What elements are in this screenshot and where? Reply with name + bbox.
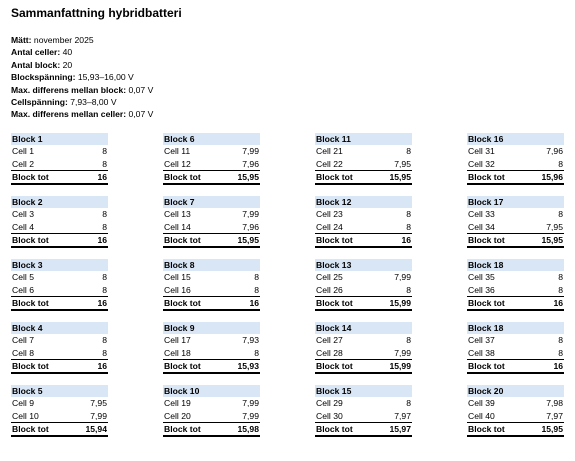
cell-label: Cell 35 <box>468 272 495 282</box>
block-header: Block 17 <box>467 196 564 208</box>
block-table <box>315 322 412 374</box>
cell-label: Cell 38 <box>468 347 495 358</box>
cell-label: Cell 20 <box>164 410 191 421</box>
cell-label: Cell 33 <box>468 209 495 219</box>
block-table <box>467 322 564 374</box>
cell-label: Cell 37 <box>468 335 495 345</box>
page-title: Sammanfattning hybridbatteri <box>11 6 182 20</box>
cell-label: Cell 17 <box>164 335 191 345</box>
cell-voltage: 7,96 <box>242 158 259 169</box>
cell-voltage: 7,99 <box>242 209 259 219</box>
block-total-value: 15,94 <box>85 424 107 434</box>
summary-value: 15,93–16,00 V <box>75 72 134 83</box>
block-table <box>11 322 108 374</box>
cell-label: Cell 2 <box>12 158 34 169</box>
block-total-value: 15,98 <box>237 424 259 434</box>
cell-voltage: 8 <box>558 209 563 219</box>
cell-row <box>467 158 564 172</box>
cell-voltage: 7,93 <box>242 335 259 345</box>
block-total-row <box>11 360 108 374</box>
block-total-value: 15,99 <box>389 361 411 371</box>
cell-row <box>467 271 564 284</box>
block-total-label: Block tot <box>164 235 201 245</box>
cell-voltage: 8 <box>558 335 563 345</box>
block-header: Block 18 <box>467 322 564 334</box>
cell-label: Cell 36 <box>468 284 495 295</box>
cell-voltage: 8 <box>254 272 259 282</box>
cell-label: Cell 25 <box>316 272 343 282</box>
cell-row <box>467 410 564 424</box>
block-total-label: Block tot <box>12 361 49 371</box>
cell-label: Cell 13 <box>164 209 191 219</box>
cell-label: Cell 11 <box>164 146 191 156</box>
cell-label: Cell 6 <box>12 284 34 295</box>
block-total-value: 16 <box>97 172 107 182</box>
block-total-label: Block tot <box>468 235 505 245</box>
block-table <box>11 196 108 248</box>
block-total-value: 15,99 <box>389 298 411 308</box>
block-total-label: Block tot <box>316 298 353 308</box>
cell-voltage: 8 <box>254 284 259 295</box>
block-total-value: 16 <box>97 235 107 245</box>
summary-line <box>11 59 153 71</box>
cell-label: Cell 19 <box>164 398 191 408</box>
summary-label: Antal celler: <box>11 47 61 58</box>
cell-voltage: 8 <box>406 221 411 232</box>
block-header: Block 8 <box>163 259 260 271</box>
cell-voltage: 8 <box>102 284 107 295</box>
block-total-row <box>11 171 108 185</box>
block-total-value: 15,95 <box>237 172 259 182</box>
cell-voltage: 8 <box>406 335 411 345</box>
block-header: Block 12 <box>315 196 412 208</box>
cell-label: Cell 1 <box>12 146 34 156</box>
block-header: Block 13 <box>315 259 412 271</box>
cell-row <box>467 334 564 347</box>
block-table <box>467 259 564 311</box>
summary-value: 0,07 V <box>126 84 154 95</box>
cell-label: Cell 8 <box>12 347 34 358</box>
block-header: Block 9 <box>163 322 260 334</box>
cell-label: Cell 14 <box>164 221 191 232</box>
block-total-row <box>315 171 412 185</box>
cell-row <box>11 221 108 235</box>
block-total-row <box>467 171 564 185</box>
block-header: Block 5 <box>11 385 108 397</box>
cell-row <box>315 397 412 410</box>
block-total-row <box>315 297 412 311</box>
cell-voltage: 8 <box>102 209 107 219</box>
cell-voltage: 8 <box>558 347 563 358</box>
cell-row <box>467 208 564 221</box>
block-header: Block 16 <box>467 133 564 145</box>
block-table <box>315 196 412 248</box>
block-total-value: 16 <box>553 361 563 371</box>
cell-label: Cell 24 <box>316 221 343 232</box>
block-total-row <box>467 423 564 437</box>
cell-row <box>315 284 412 298</box>
block-table <box>11 133 108 185</box>
block-total-row <box>163 360 260 374</box>
block-total-label: Block tot <box>12 298 49 308</box>
cell-label: Cell 34 <box>468 221 495 232</box>
block-total-label: Block tot <box>12 235 49 245</box>
summary-label: Max. differens mellan celler: <box>11 109 127 120</box>
cell-row <box>11 271 108 284</box>
summary-label: Cellspänning: <box>11 97 68 108</box>
block-total-row <box>467 234 564 248</box>
summary-line <box>11 108 153 120</box>
cell-voltage: 7,99 <box>90 410 107 421</box>
cell-row <box>467 347 564 361</box>
cell-voltage: 7,99 <box>242 398 259 408</box>
summary-line <box>11 34 153 46</box>
summary-line <box>11 96 153 108</box>
summary-label: Antal block: <box>11 59 61 70</box>
block-total-label: Block tot <box>316 235 353 245</box>
cell-voltage: 8 <box>102 335 107 345</box>
summary-line <box>11 71 153 83</box>
cell-row <box>315 271 412 284</box>
cell-label: Cell 7 <box>12 335 34 345</box>
cell-voltage: 7,97 <box>394 410 411 421</box>
cell-row <box>315 145 412 158</box>
block-table <box>315 385 412 437</box>
cell-voltage: 8 <box>558 158 563 169</box>
cell-voltage: 8 <box>406 398 411 408</box>
block-total-value: 16 <box>97 298 107 308</box>
block-total-value: 15,93 <box>237 361 259 371</box>
block-table <box>467 196 564 248</box>
cell-row <box>315 208 412 221</box>
block-total-value: 15,96 <box>541 172 563 182</box>
block-header: Block 11 <box>315 133 412 145</box>
cell-label: Cell 5 <box>12 272 34 282</box>
cell-label: Cell 22 <box>316 158 343 169</box>
cell-label: Cell 32 <box>468 158 495 169</box>
cell-voltage: 7,99 <box>242 146 259 156</box>
block-header: Block 15 <box>315 385 412 397</box>
summary-line <box>11 46 153 58</box>
block-table <box>11 385 108 437</box>
block-table <box>163 385 260 437</box>
block-total-label: Block tot <box>164 361 201 371</box>
block-header: Block 4 <box>11 322 108 334</box>
block-total-value: 15,95 <box>541 235 563 245</box>
cell-label: Cell 40 <box>468 410 495 421</box>
cell-voltage: 7,96 <box>242 221 259 232</box>
cell-row <box>11 410 108 424</box>
cell-label: Cell 15 <box>164 272 191 282</box>
block-total-row <box>467 360 564 374</box>
block-table <box>467 133 564 185</box>
cell-row <box>315 158 412 172</box>
block-total-label: Block tot <box>164 424 201 434</box>
block-header: Block 1 <box>11 133 108 145</box>
cell-label: Cell 23 <box>316 209 343 219</box>
cell-row <box>163 347 260 361</box>
block-header: Block 20 <box>467 385 564 397</box>
cell-row <box>11 284 108 298</box>
block-total-value: 15,95 <box>541 424 563 434</box>
block-total-row <box>163 171 260 185</box>
block-total-row <box>163 297 260 311</box>
cell-label: Cell 39 <box>468 398 495 408</box>
block-header: Block 2 <box>11 196 108 208</box>
cell-voltage: 8 <box>102 347 107 358</box>
cell-row <box>163 397 260 410</box>
summary-value: 0,07 V <box>126 109 154 120</box>
block-total-value: 15,97 <box>389 424 411 434</box>
cell-label: Cell 31 <box>468 146 495 156</box>
cell-row <box>11 158 108 172</box>
block-total-label: Block tot <box>164 172 201 182</box>
summary-section <box>11 34 153 121</box>
cell-label: Cell 27 <box>316 335 343 345</box>
block-table <box>315 259 412 311</box>
block-total-label: Block tot <box>316 172 353 182</box>
block-total-row <box>11 297 108 311</box>
cell-voltage: 8 <box>102 158 107 169</box>
block-header: Block 3 <box>11 259 108 271</box>
cell-row <box>163 334 260 347</box>
block-total-label: Block tot <box>468 172 505 182</box>
cell-row <box>163 271 260 284</box>
summary-value: november 2025 <box>31 35 94 45</box>
cell-voltage: 8 <box>102 272 107 282</box>
cell-row <box>163 410 260 424</box>
cell-label: Cell 9 <box>12 398 34 408</box>
cell-row <box>163 221 260 235</box>
cell-voltage: 7,99 <box>242 410 259 421</box>
block-total-label: Block tot <box>468 424 505 434</box>
block-total-value: 16 <box>401 235 411 245</box>
cell-voltage: 7,99 <box>394 272 411 282</box>
block-header: Block 18 <box>467 259 564 271</box>
block-header: Block 10 <box>163 385 260 397</box>
block-total-row <box>315 360 412 374</box>
block-table <box>467 385 564 437</box>
summary-line <box>11 84 153 96</box>
cell-row <box>11 145 108 158</box>
block-header: Block 14 <box>315 322 412 334</box>
block-total-row <box>467 297 564 311</box>
summary-label: Max. differens mellan block: <box>11 84 127 95</box>
cell-voltage: 8 <box>102 221 107 232</box>
cell-label: Cell 26 <box>316 284 343 295</box>
cell-voltage: 7,95 <box>394 158 411 169</box>
block-total-row <box>315 423 412 437</box>
block-total-row <box>163 423 260 437</box>
cell-row <box>163 208 260 221</box>
cell-label: Cell 12 <box>164 158 191 169</box>
block-total-label: Block tot <box>12 424 49 434</box>
cell-label: Cell 28 <box>316 347 343 358</box>
block-total-value: 16 <box>249 298 259 308</box>
cell-label: Cell 4 <box>12 221 34 232</box>
block-total-value: 15,95 <box>237 235 259 245</box>
cell-voltage: 7,95 <box>546 221 563 232</box>
block-total-row <box>315 234 412 248</box>
block-total-row <box>11 423 108 437</box>
cell-label: Cell 3 <box>12 209 34 219</box>
block-total-label: Block tot <box>316 424 353 434</box>
block-total-label: Block tot <box>12 172 49 182</box>
block-table <box>163 322 260 374</box>
block-table <box>163 259 260 311</box>
cell-voltage: 7,95 <box>90 398 107 408</box>
summary-label: Mätt: <box>11 35 32 45</box>
block-total-label: Block tot <box>316 361 353 371</box>
cell-voltage: 8 <box>406 209 411 219</box>
cell-row <box>163 145 260 158</box>
cell-row <box>315 334 412 347</box>
cell-row <box>315 410 412 424</box>
cell-row <box>163 284 260 298</box>
cell-row <box>467 397 564 410</box>
block-table <box>163 196 260 248</box>
cell-label: Cell 18 <box>164 347 191 358</box>
cell-row <box>467 221 564 235</box>
summary-value: 20 <box>60 59 73 70</box>
block-header: Block 6 <box>163 133 260 145</box>
cell-row <box>315 347 412 361</box>
block-total-label: Block tot <box>468 361 505 371</box>
summary-value: 7,93–8,00 V <box>67 97 117 108</box>
block-header: Block 7 <box>163 196 260 208</box>
cell-row <box>467 145 564 158</box>
cell-voltage: 8 <box>558 284 563 295</box>
block-total-row <box>163 234 260 248</box>
block-total-value: 16 <box>553 298 563 308</box>
cell-voltage: 8 <box>406 284 411 295</box>
cell-label: Cell 21 <box>316 146 343 156</box>
block-total-label: Block tot <box>164 298 201 308</box>
block-total-label: Block tot <box>468 298 505 308</box>
block-total-row <box>11 234 108 248</box>
summary-value: 40 <box>60 47 73 58</box>
block-table <box>315 133 412 185</box>
cell-label: Cell 16 <box>164 284 191 295</box>
cell-row <box>315 221 412 235</box>
cell-row <box>11 208 108 221</box>
cell-row <box>11 334 108 347</box>
block-total-value: 15,95 <box>389 172 411 182</box>
cell-label: Cell 10 <box>12 410 39 421</box>
cell-voltage: 8 <box>558 272 563 282</box>
cell-voltage: 8 <box>406 146 411 156</box>
cell-voltage: 8 <box>254 347 259 358</box>
cell-row <box>163 158 260 172</box>
cell-voltage: 7,97 <box>546 410 563 421</box>
cell-voltage: 7,98 <box>546 398 563 408</box>
block-table <box>163 133 260 185</box>
cell-row <box>11 347 108 361</box>
cell-voltage: 7,99 <box>394 347 411 358</box>
cell-voltage: 8 <box>102 146 107 156</box>
block-table <box>11 259 108 311</box>
cell-label: Cell 29 <box>316 398 343 408</box>
summary-label: Blockspänning: <box>11 72 76 83</box>
cell-voltage: 7,96 <box>546 146 563 156</box>
cell-label: Cell 30 <box>316 410 343 421</box>
cell-row <box>467 284 564 298</box>
block-total-value: 16 <box>97 361 107 371</box>
cell-row <box>11 397 108 410</box>
